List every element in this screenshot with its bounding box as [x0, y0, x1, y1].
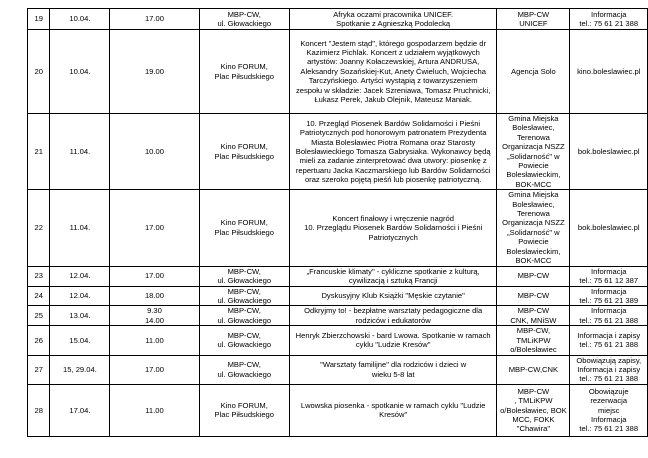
date-cell: 17.04. [50, 384, 110, 436]
row-number-cell: 25 [28, 306, 50, 326]
event-description-cell: Dyskusyjny Klub Książki "Męskie czytanie" [289, 286, 496, 306]
table-row [28, 190, 648, 266]
time-cell: 11.00 [110, 384, 199, 436]
organizer-cell: MBP-CW [497, 266, 570, 286]
organizer-cell: Agencja Solo [497, 30, 570, 114]
row-number-cell: 19 [28, 9, 50, 30]
table-row [28, 384, 648, 436]
row-number-cell: 27 [28, 355, 50, 384]
info-cell: Informacja tel.: 75 61 21 389 [570, 286, 648, 306]
time-cell: 11.00 [110, 326, 199, 355]
table-row [28, 286, 648, 306]
row-number-cell: 23 [28, 266, 50, 286]
event-description-cell: Afryka oczami pracownika UNICEF. Spotkanie z Agnieszką Podolecką [289, 9, 496, 30]
time-cell: 17.00 [110, 266, 199, 286]
place-cell: MBP-CW, ul. Głowackiego [199, 9, 289, 30]
table-row [28, 355, 648, 384]
event-description-cell: Koncert finałowy i wręczenie nagród 10. Przeglądu Piosenek Bardów Solidarności i Pieśni Patriotycznych [289, 190, 496, 266]
event-description-cell: Odkryjmy to! - bezpłatne warsztaty pedagogiczne dla rodziców i edukatorów [289, 306, 496, 326]
date-cell: 15, 29.04. [50, 355, 110, 384]
event-description-cell: 10. Przegląd Piosenek Bardów Solidarności i Pieśni Patriotycznych pod honorowym patronatem Prezydenta Miasta Bolesławiec Piotra Romana oraz Starosty Bolesławieckiego Tomasza Gabrysiaka. Wykonawcy będą mieli za zadanie zinterpretować dwa utwory: piosenkę z repertuaru Jacka Kaczmarskiego lub Bardów Solidarności oraz szeroko pojętą pieśń lub piosenkę patriotyczną. [289, 114, 496, 190]
info-cell: Informacja tel.: 75 61 21 388 [570, 9, 648, 30]
time-cell: 18.00 [110, 286, 199, 306]
time-cell: 17.00 [110, 355, 199, 384]
row-number-cell: 26 [28, 326, 50, 355]
info-cell: Obowiązuje rezerwacja miejsc Informacja tel.: 75 61 21 388 [570, 384, 648, 436]
row-number-cell: 24 [28, 286, 50, 306]
time-cell: 19.00 [110, 30, 199, 114]
event-description-cell: Henryk Zbierzchowski - bard Lwowa. Spotkanie w ramach cyklu "Ludzie Kresów" [289, 326, 496, 355]
place-cell: Kino FORUM, Plac Piłsudskiego [199, 114, 289, 190]
date-cell: 10.04. [50, 9, 110, 30]
table-row [28, 326, 648, 355]
date-cell: 11.04. [50, 190, 110, 266]
place-cell: Kino FORUM, Plac Piłsudskiego [199, 384, 289, 436]
event-description-cell: Koncert "Jestem stąd", którego gospodarzem będzie dr Kazimierz Pichlak. Koncert z udziałem wyjątkowych artystów: Joanny Kołaczewskiej, Artura ANDRUSA, Aleksandry Sozańskiej-Kut, Anety Ćwieluch, Wojciecha Tarczyńskiego. Artyści wystąpią z towarzyszeniem zespołu w składzie: Jacek Szreniawa, Tomasz Pruchnicki, Łukasz Perek, Jakub Olejnik, Mateusz Maniak. [289, 30, 496, 114]
events-table-body [28, 9, 648, 437]
info-cell: Informacja tel.: 75 61 12 387 [570, 266, 648, 286]
time-cell: 17.00 [110, 9, 199, 30]
organizer-cell: MBP-CW, TMLiKPW o/Bolesławiec [497, 326, 570, 355]
place-cell: Kino FORUM, Plac Piłsudskiego [199, 30, 289, 114]
time-cell: 17.00 [110, 190, 199, 266]
info-cell: bok.boleslawiec.pl [570, 114, 648, 190]
place-cell: MBP-CW, ul. Głowackiego [199, 355, 289, 384]
place-cell: MBP-CW, ul. Głowackiego [199, 266, 289, 286]
date-cell: 15.04. [50, 326, 110, 355]
event-description-cell: Lwowska piosenka - spotkanie w ramach cyklu "Ludzie Kresów" [289, 384, 496, 436]
row-number-cell: 22 [28, 190, 50, 266]
organizer-cell: MBP-CW CNK, MNiSW [497, 306, 570, 326]
time-cell: 10.00 [110, 114, 199, 190]
info-cell: kino.boleslawiec.pl [570, 30, 648, 114]
organizer-cell: MBP-CW,CNK [497, 355, 570, 384]
organizer-cell: MBP-CW , TMLiKPW o/Bolesławiec, BOK MCC, FOKK "Chawira" [497, 384, 570, 436]
event-description-cell: „Francuskie klimaty" - cykliczne spotkanie z kulturą, cywilizacją i sztuką Francji [289, 266, 496, 286]
table-row [28, 306, 648, 326]
table-row [28, 114, 648, 190]
organizer-cell: Gmina Miejska Bolesławiec, Terenowa Organizacja NSZZ „Solidarność" w Powiecie Bolesławieckim, BOK-MCC [497, 190, 570, 266]
organizer-cell: Gmina Miejska Bolesławiec, Terenowa Organizacja NSZZ „Solidarność" w Powiecie Bolesławieckim, BOK-MCC [497, 114, 570, 190]
place-cell: MBP-CW, ul. Głowackiego [199, 286, 289, 306]
info-cell: Informacja i zapisy tel.: 75 61 21 388 [570, 326, 648, 355]
date-cell: 12.04. [50, 266, 110, 286]
table-row [28, 9, 648, 30]
date-cell: 12.04. [50, 286, 110, 306]
row-number-cell: 20 [28, 30, 50, 114]
date-cell: 10.04. [50, 30, 110, 114]
event-description-cell: "Warsztaty familijne" dla rodziców i dzieci w wieku 5-8 lat [289, 355, 496, 384]
place-cell: MBP-CW, ul. Głowackiego [199, 306, 289, 326]
organizer-cell: MBP-CW [497, 286, 570, 306]
date-cell: 13.04. [50, 306, 110, 326]
place-cell: MBP-CW, ul. Głowackiego [199, 326, 289, 355]
info-cell: bok.boleslawiec.pl [570, 190, 648, 266]
organizer-cell: MBP-CW UNICEF [497, 9, 570, 30]
time-cell: 9.30 14.00 [110, 306, 199, 326]
info-cell: Informacja tel.: 75 61 21 388 [570, 306, 648, 326]
events-table [27, 8, 648, 437]
info-cell: Obowiązują zapisy, Informacja i zapisy tel.: 75 61 21 388 [570, 355, 648, 384]
place-cell: Kino FORUM, Plac Piłsudskiego [199, 190, 289, 266]
date-cell: 11.04. [50, 114, 110, 190]
row-number-cell: 21 [28, 114, 50, 190]
table-row [28, 30, 648, 114]
table-row [28, 266, 648, 286]
row-number-cell: 28 [28, 384, 50, 436]
